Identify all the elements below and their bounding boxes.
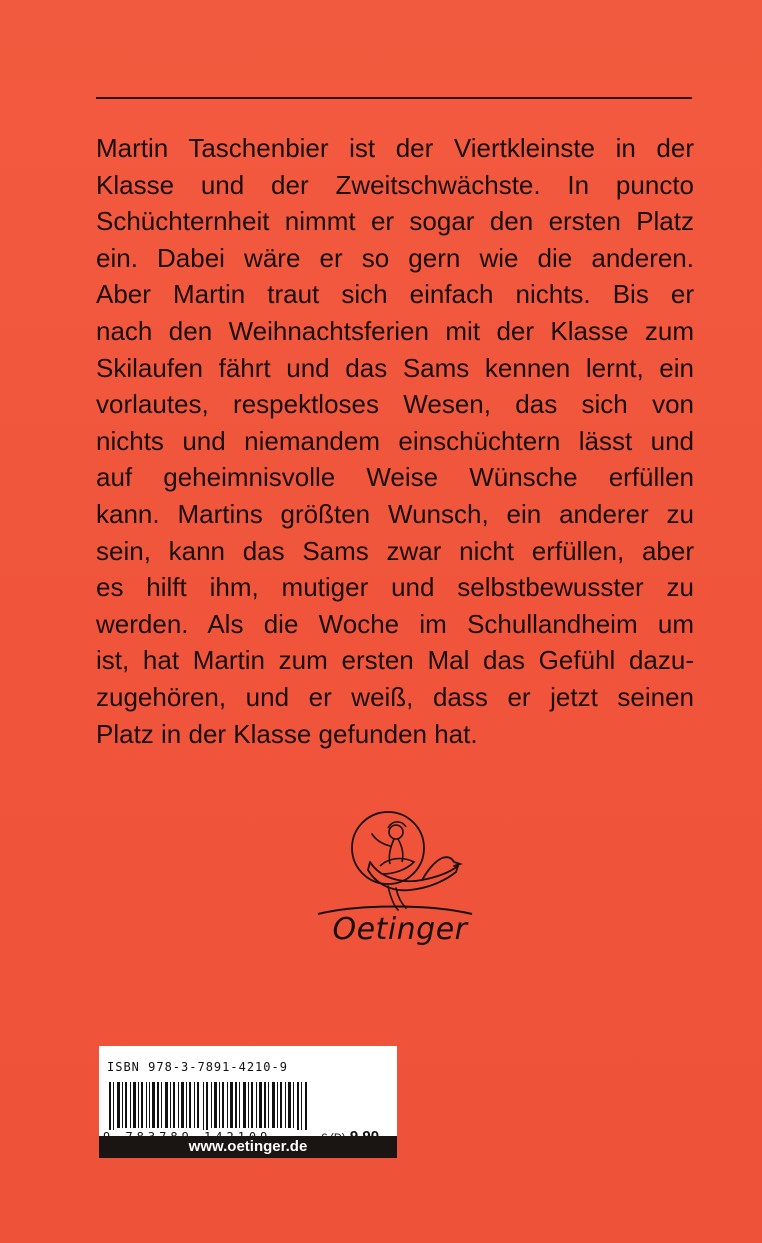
blurb-line: Klasse und der Zweitschwächste. In puncto xyxy=(96,169,694,200)
publisher-name: Oetinger xyxy=(332,912,468,947)
blurb-line: ist, hat Martin zum ersten Mal das Gefühl dazu- xyxy=(96,645,694,676)
blurb-line: ein. Dabei wäre er so gern wie die anderen. xyxy=(96,242,694,273)
barcode-icon xyxy=(105,1082,315,1134)
blurb-line: Aber Martin traut sich einfach nichts. Bis er xyxy=(96,279,694,310)
blurb-line: zugehören, und er weiß, dass er jetzt seinen xyxy=(96,681,694,712)
blurb-line: Martin Taschenbier ist der Viertkleinste in der xyxy=(96,133,694,163)
blurb-line: auf geheimnisvolle Weise Wünsche erfüllen xyxy=(96,462,694,493)
blurb-line: nichts und niemandem einschüchtern lässt und xyxy=(96,425,694,456)
blurb-line: Skilaufen fährt und das Sams kennen lernt, ein xyxy=(96,352,694,383)
blurb-line: kann. Martins größten Wunsch, ein anderer zu xyxy=(96,498,694,529)
blurb-line: Schüchternheit nimmt er sogar den ersten Platz xyxy=(96,206,694,237)
top-divider xyxy=(96,97,692,99)
blurb-text xyxy=(96,130,694,752)
blurb-line: nach den Weihnachtsferien mit der Klasse zum xyxy=(96,315,694,346)
website-link[interactable]: www.oetinger.de xyxy=(99,1136,397,1158)
blurb-line: Platz in der Klasse gefunden hat. xyxy=(96,718,478,749)
blurb-line: werden. Als die Woche im Schullandheim um xyxy=(96,608,694,639)
blurb-line: vorlautes, respektloses Wesen, das sich von xyxy=(96,389,694,420)
blurb-line: sein, kann das Sams zwar nicht erfüllen, aber xyxy=(96,535,694,566)
blurb-line: es hilft ihm, mutiger und selbstbewusster zu xyxy=(96,572,694,603)
isbn-number: ISBN 978-3-7891-4210-9 xyxy=(107,1060,288,1074)
